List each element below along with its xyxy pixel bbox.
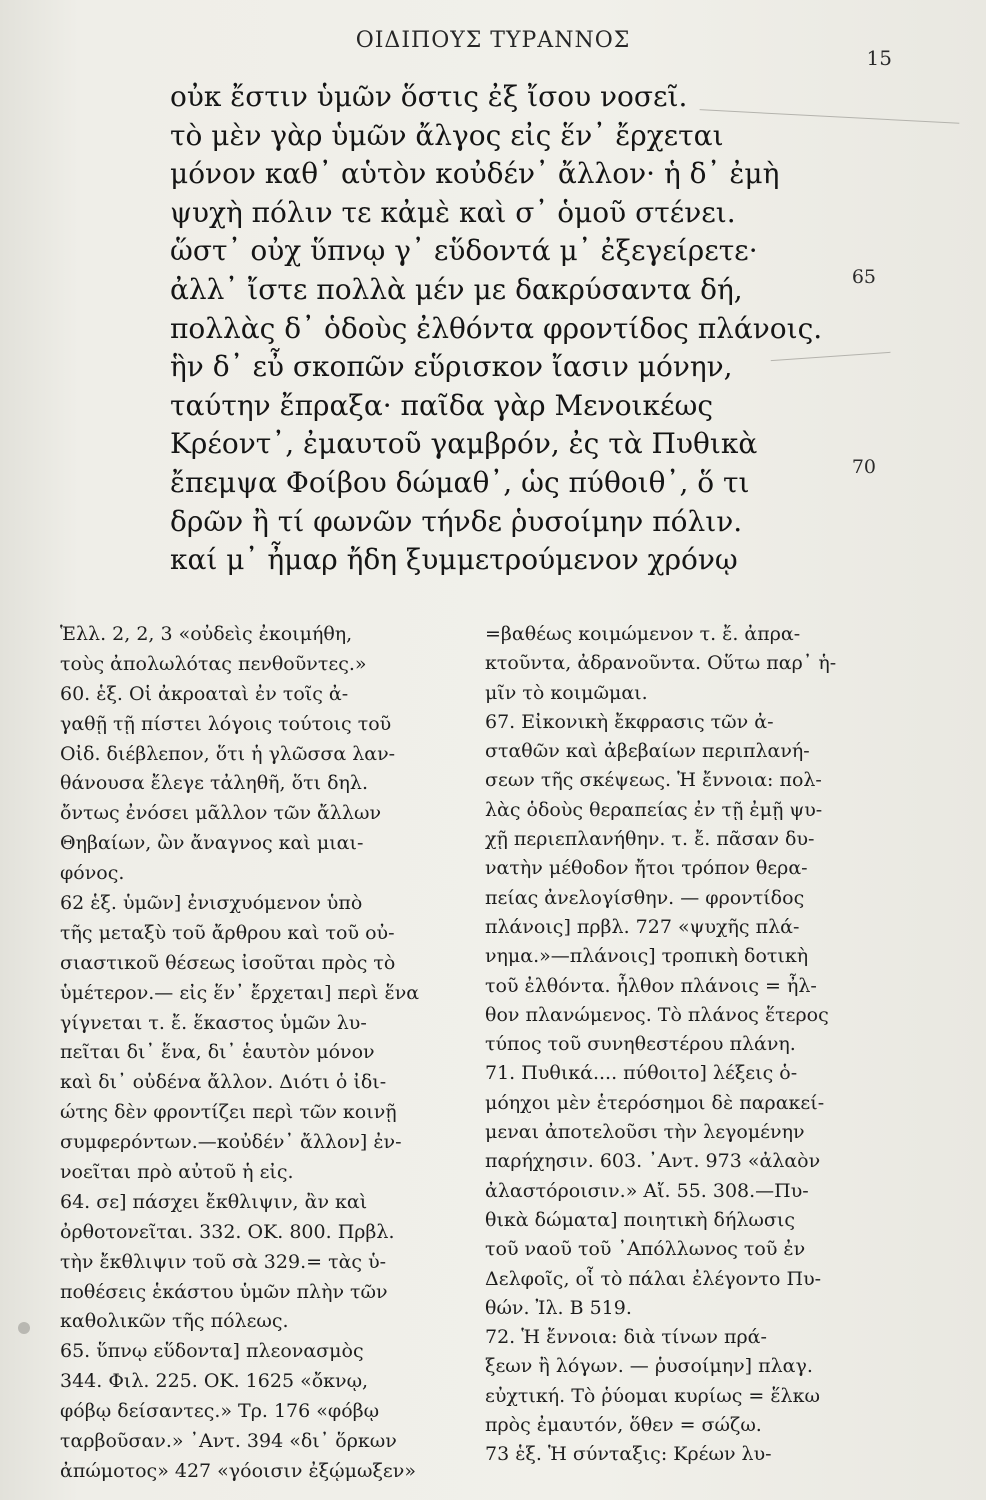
note-line: τύπος τοῦ συνηθεστέρου πλάνη. [485, 1033, 796, 1056]
verse-line: καί μ᾽ ἦμαρ ἤδη ξυμμετρούμενον χρόνῳ [170, 543, 738, 577]
note-line: νατὴν μέθοδον ἤτοι τρόπον θερα- [485, 857, 808, 880]
note-line: Οἰδ. διέβλεπον, ὅτι ἡ γλῶσσα λαν- [60, 742, 396, 765]
note-line: πείας ἀνελογίσθην. — φροντίδος [485, 886, 805, 909]
note-line: 71. Πυθικά.... πύθοιτο] λέξεις ὁ- [485, 1062, 798, 1085]
commentary-right-column [485, 620, 885, 1470]
verse-line: δρῶν ἢ τί φωνῶν τήνδε ῥυσοίμην πόλιν. [170, 504, 743, 538]
note-line: 64. σε] πάσχει ἔκθλιψιν, ἂν καὶ [60, 1190, 368, 1213]
verse-line: τὸ μὲν γὰρ ὑμῶν ἄλγος εἰς ἕν᾽ ἔρχεται [170, 118, 724, 152]
note-line: ἀλαστόροισιν.» Αἴ. 55. 308.—Πυ- [485, 1179, 809, 1202]
note-line: τοῦ ναοῦ τοῦ ᾽Απόλλωνος τοῦ ἐν [485, 1238, 806, 1261]
running-head: ΟΙΔΙΠΟΥΣ ΤΥΡΑΝΝΟΣ [355, 28, 631, 53]
note-line: θάνουσα ἔλεγε τἀληθῆ, ὅτι δηλ. [60, 772, 368, 795]
note-line: σταθῶν καὶ ἀβεβαίων περιπλανή- [485, 740, 810, 763]
note-line: 72. Ἡ ἔννοια: διὰ τίνων πρά- [485, 1326, 767, 1349]
note-line: Ἑλλ. 2, 2, 3 «οὐδεὶς ἐκοιμήθη, [60, 623, 353, 645]
note-line: θον πλανώμενος. Τὸ πλάνος ἕτερος [485, 1003, 829, 1026]
verse-line: ἣν δ᾽ εὖ σκοπῶν εὕρισκον ἴασιν μόνην, [170, 350, 733, 384]
note-line: μεναι ἀποτελοῦσι τὴν λεγομένην [485, 1121, 805, 1144]
note-line: ώτης δὲν φροντίζει περὶ τῶν κοινῇ [60, 1101, 397, 1124]
verse-line: ψυχὴ πόλιν τε κἀμὲ καὶ σ᾽ ὁμοῦ στένει. [170, 195, 736, 229]
note-line: 65. ὕπνῳ εὕδοντα] πλεονασμὸς [60, 1340, 364, 1363]
note-line: πεῖται δι᾽ ἕνα, δι᾽ ἑαυτὸν μόνον [60, 1041, 375, 1064]
note-line: θών. Ἰλ. Β 519. [485, 1296, 632, 1319]
verse-line: ὥστ᾽ οὐχ ὕπνῳ γ᾽ εὕδοντά μ᾽ ἐξεγείρετε· [170, 234, 758, 268]
verse-block [170, 78, 823, 580]
verse-line: Κρέοντ᾽, ἐμαυτοῦ γαμβρόν, ἐς τὰ Πυθικὰ [170, 427, 758, 461]
note-line: νοεῖται πρὸ αὐτοῦ ἡ εἰς. [60, 1161, 294, 1184]
note-line: τὴν ἔκθλιψιν τοῦ σὰ 329.= τὰς ὑ- [60, 1250, 387, 1273]
note-line: 73 ἑξ. Ἡ σύνταξις: Κρέων λυ- [485, 1443, 772, 1466]
note-line: λὰς ὁδοὺς θεραπείας ἐν τῇ ἐμῇ ψυ- [485, 798, 823, 821]
note-line: πρὸς ἐμαυτόν, ὅθεν = σώζω. [485, 1414, 762, 1437]
note-line: 67. Εἰκονικὴ ἔκφρασις τῶν ἀ- [485, 710, 774, 733]
note-line: εὐχτική. Τὸ ῥύομαι κυρίως = ἕλκω [485, 1384, 820, 1407]
note-line: 344. Φιλ. 225. ΟΚ. 1625 «ὄκνῳ, [60, 1370, 369, 1393]
note-line: =βαθέως κοιμώμενον τ. ἔ. ἀπρα- [485, 623, 801, 645]
note-line: πλάνοις] πρβλ. 727 «ψυχῆς πλά- [485, 915, 800, 938]
note-line: φόνος. [60, 862, 125, 885]
note-line: ὄντως ἐνόσει μᾶλλον τῶν ἄλλων [60, 802, 382, 825]
note-line: 62 ἑξ. ὑμῶν] ἐνισχυόμενον ὑπὸ [60, 892, 363, 915]
verse-line: οὐκ ἔστιν ὑμῶν ὅστις ἐξ ἴσου νοσεῖ. [170, 80, 688, 113]
note-line: σιαστικοῦ θέσεως ἰσοῦται πρὸς τὸ [60, 951, 396, 974]
verse-line: μόνον καθ᾽ αὑτὸν κοὐδέν᾽ ἄλλον· ἡ δ᾽ ἐμὴ [170, 157, 780, 191]
note-line: σεων τῆς σκέψεως. Ἡ ἔννοια: πολ- [485, 769, 822, 792]
page-number: 15 [866, 46, 892, 70]
note-line: τοῦ ἐλθόντα. ἦλθον πλάνοις = ἦλ- [485, 974, 817, 997]
note-line: τῆς μεταξὺ τοῦ ἄρθρου καὶ τοῦ οὐ- [60, 921, 395, 944]
note-line: θικὰ δώματα] ποιητικὴ δήλωσις [485, 1208, 795, 1231]
note-line: μῖν τὸ κοιμῶμαι. [485, 681, 648, 704]
verse-line: ταύτην ἔπραξα· παῖδα γὰρ Μενοικέως [170, 388, 714, 422]
note-line: Θηβαίων, ὢν ἄναγνος καὶ μιαι- [60, 832, 364, 855]
note-line: φόβῳ δείσαντες.» Τρ. 176 «φόβῳ [60, 1400, 380, 1423]
verse-line: ἀλλ᾽ ἴστε πολλὰ μέν με δακρύσαντα δή, [170, 272, 743, 306]
note-line: παρήχησιν. 603. ᾽Αντ. 973 «ἀλαὸν [485, 1150, 821, 1173]
note-line: 60. ἑξ. Οἱ ἀκροαταὶ ἐν τοῖς ἀ- [60, 682, 349, 705]
note-line: νημα.»—πλάνοις] τροπικὴ δοτικὴ [485, 945, 809, 968]
note-line: ὑμέτερον.— εἰς ἕν᾽ ἔρχεται] περὶ ἕνα [60, 981, 420, 1004]
note-line: γίγνεται τ. ἔ. ἕκαστος ὑμῶν λυ- [60, 1011, 367, 1034]
verse-line: ἔπεμψα Φοίβου δώμαθ᾽, ὡς πύθοιθ᾽, ὅ τι [170, 465, 750, 499]
note-line: γαθῇ τῇ πίστει λόγοις τούτοις τοῦ [60, 712, 392, 735]
line-number: 70 [851, 456, 876, 478]
note-line: κτοῦντα, ἀδρανοῦντα. Οὕτω παρ᾽ ἡ- [485, 652, 837, 675]
note-line: μόηχοι μὲν ἑτερόσημοι δὲ παρακεί- [485, 1091, 825, 1114]
note-line: ταρβοῦσαν.» ᾽Αντ. 394 «δι᾽ ὅρκων [60, 1430, 397, 1453]
binding-hole-mark [18, 1322, 30, 1334]
note-line: τοὺς ἀπολωλότας πενθοῦντες.» [60, 652, 367, 675]
note-line: συμφερόντων.—κοὐδέν᾽ ἄλλον] ἐν- [60, 1131, 402, 1154]
commentary-left-column [60, 620, 455, 1487]
line-number: 65 [851, 266, 876, 288]
note-line: ἀπώμοτος» 427 «γόοισιν ἐξῴμωξεν» [60, 1459, 416, 1482]
note-line: καθολικῶν τῆς πόλεως. [60, 1310, 289, 1333]
note-line: ξεων ἢ λόγων. — ῥυσοίμην] πλαγ. [485, 1355, 813, 1378]
note-line: ποθέσεις ἑκάστου ὑμῶν πλὴν τῶν [60, 1280, 388, 1303]
note-line: χῇ περιεπλανήθην. τ. ἔ. πᾶσαν δυ- [485, 828, 815, 851]
note-line: ὀρθοτονεῖται. 332. ΟΚ. 800. Πρβλ. [60, 1220, 395, 1243]
note-line: Δελφοῖς, οἷ τὸ πάλαι ἐλέγοντο Πυ- [485, 1267, 822, 1290]
note-line: καὶ δι᾽ οὐδένα ἄλλον. Διότι ὁ ἰδι- [60, 1071, 387, 1094]
verse-line: πολλὰς δ᾽ ὁδοὺς ἐλθόντα φροντίδος πλάνοις. [170, 311, 823, 345]
